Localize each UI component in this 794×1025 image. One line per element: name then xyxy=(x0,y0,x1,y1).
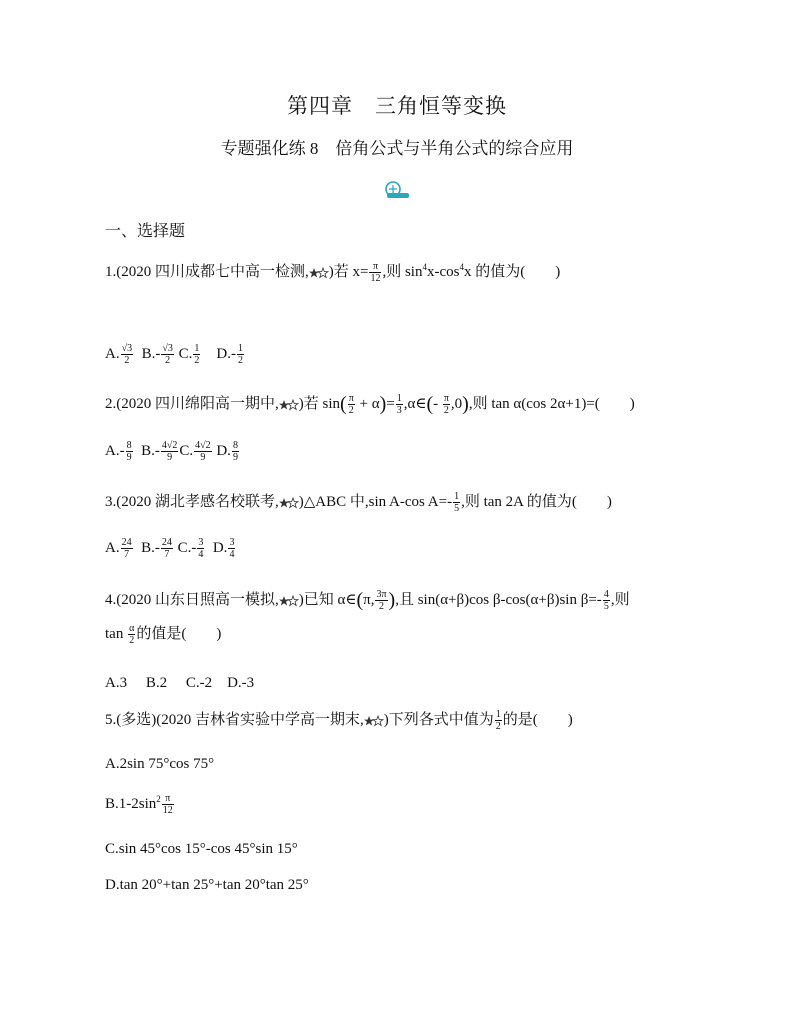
question-5: 5.(多选)(2020 吉林省实验中学高一期末, )下列各式中值为 $\frac{1}{2}$ 的是( ) xyxy=(105,709,573,733)
chapter-title: 第四章 三角恒等变换 xyxy=(287,94,507,118)
question-5-option-c: C.sin 45°cos 15°-cos 45°sin 15° xyxy=(105,841,298,857)
section-heading: 一、选择题 xyxy=(105,223,186,240)
question-5-option-a: A.2sin 75°cos 75° xyxy=(105,756,215,772)
worksheet-subtitle: 专题强化练 8 倍角公式与半角公式的综合应用 xyxy=(220,139,574,158)
question-4-options: A.3 B.2 C.-2 D.-3 xyxy=(105,675,255,691)
question-1-options: A. $\frac{√3}{2}$ B.- $\frac{√3}{2}$ C. $\frac{1}{2}$ D.- $\frac{1}{2}$ xyxy=(105,343,243,366)
question-2: 2.(2020 四川绵阳高一期中, )若 sin( $\frac{\pi}{2}$ + α)= $\frac{1}{3}$ ,α∈(- $\frac{\pi}{2}$ ,0),则 tan α(cos 2α+1)=( ) xyxy=(105,393,635,417)
difficulty-star-icon xyxy=(309,267,329,279)
question-2-options: A.- $\frac{8}{9}$ B.- $\frac{4√2}{9}$ C. $\frac{4√2}{9}$ D. $\frac{8}{9}$ xyxy=(105,440,238,463)
difficulty-star-icon xyxy=(364,715,384,727)
question-3: 3.(2020 湖北孝感名校联考, )△ABC 中,sin A-cos A=- $\frac{1}{5}$ ,则 tan 2A 的值为( ) xyxy=(105,491,612,515)
difficulty-star-icon xyxy=(279,399,299,411)
question-4: 4.(2020 山东日照高一模拟, )已知 α∈(π, $\frac{3\pi}{2}$ ),且 sin(α+β)cos β-cos(α+β)sin β=- $\frac{4}{5}$ ,则 xyxy=(105,589,630,613)
question-3-options: A. $\frac{24}{7}$ B.- $\frac{24}{7}$ C.- $\frac{3}{4}$ D. $\frac{3}{4}$ xyxy=(105,537,235,560)
question-4-cont: tan $\frac{\alpha}{2}$ 的值是( ) xyxy=(105,623,222,647)
difficulty-star-icon xyxy=(279,595,299,607)
difficulty-star-icon xyxy=(279,497,299,509)
question-1: 1.(2020 四川成都七中高一检测, )若 x= $\frac{\pi}{12}$ ,则 $\sin^4x-\cos^4x$ 的值为( ) xyxy=(105,261,561,285)
fraction: $\frac{\pi}{12}$ xyxy=(370,261,381,285)
tutor-logo-icon xyxy=(383,181,411,199)
question-5-option-b: $B.1-2\sin^2$ $\frac{\pi}{12}$ xyxy=(105,793,173,816)
question-5-option-d: D.tan 20°+tan 25°+tan 20°tan 25° xyxy=(105,877,309,893)
